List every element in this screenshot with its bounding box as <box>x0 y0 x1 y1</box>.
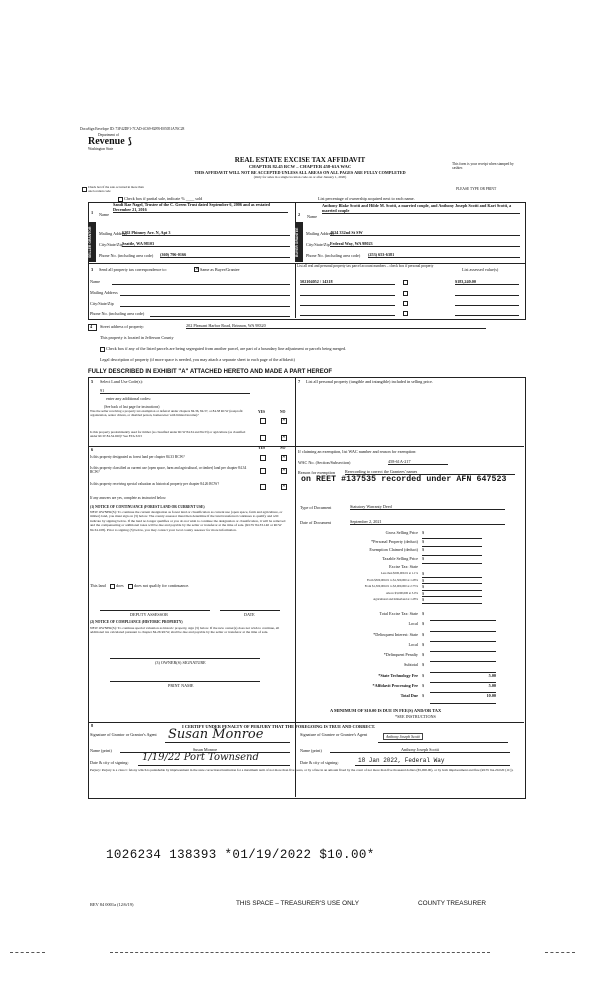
corr-name-label: Name <box>90 279 100 284</box>
no-header-1: NO <box>280 410 286 414</box>
tax-row <box>298 530 520 539</box>
bracket-label: Agricultural and timberland at 1.28% <box>373 597 418 601</box>
multi-location-note: Check box if the sale occurred in more than one location code <box>88 185 144 193</box>
total-amount[interactable]: 10.00 <box>430 693 496 703</box>
total-currency: $ <box>422 631 425 637</box>
seller-side-label: SELLER GRANTOR <box>88 222 96 262</box>
additional-codes-label: enter any additional codes: <box>106 396 151 401</box>
total-currency: $ <box>422 641 425 647</box>
logo-line2: Revenue ⟆ <box>88 136 132 148</box>
land-use-code[interactable]: 91 <box>100 388 250 394</box>
yes-header-2: YES <box>258 446 265 450</box>
certify-statement: I CERTIFY UNDER PENALTY OF PERJURY THAT THE FOREGOING IS TRUE AND CORRECT. <box>182 724 376 729</box>
does-label: does <box>116 583 124 588</box>
same-as-buyer-label: Same as Buyer/Grantee <box>200 267 240 272</box>
bracket-label: Less than $500,000.01 at 1.1% <box>380 571 418 575</box>
total-currency: $ <box>422 693 425 699</box>
total-row <box>298 632 520 642</box>
form-use-note: (Only for sales in a single location code on or after January 1, 2020) <box>253 175 347 179</box>
historic-question: Is this property receiving special valuation as historical property per chapter 84.26 RCW? <box>90 482 220 486</box>
total-amount[interactable] <box>430 642 496 652</box>
does-qualify-checkbox[interactable] <box>110 584 115 589</box>
bracket-row <box>298 597 520 604</box>
doc-type-value[interactable]: Statutory Warranty Deed <box>350 504 505 510</box>
buyer-city-state-zip[interactable]: Federal Way, WA 98023 <box>330 241 520 247</box>
total-currency: $ <box>422 611 425 616</box>
does-not-qualify-checkbox[interactable] <box>128 584 133 589</box>
dor-logo <box>88 133 132 151</box>
bracket-value[interactable]: $ <box>422 571 482 578</box>
total-row <box>298 673 520 683</box>
exhibit-line: FULLY DESCRIBED IN EXHIBIT "A" ATTACHED HERETO AND MADE A PART HEREOF <box>88 369 333 375</box>
section-1-number: 1 <box>91 210 94 215</box>
bracket-value[interactable]: $ <box>422 597 482 604</box>
total-amount[interactable]: 5.00 <box>430 673 496 683</box>
forest-yes-checkbox[interactable] <box>260 455 266 461</box>
personal-property-checkbox-4[interactable] <box>403 311 408 316</box>
total-row <box>298 693 520 703</box>
current-use-no-checkbox[interactable] <box>281 468 287 474</box>
total-amount[interactable] <box>430 662 496 672</box>
personal-property-checkbox-3[interactable] <box>403 301 408 306</box>
forest-no-checkbox[interactable] <box>281 455 287 461</box>
tax-row-value[interactable]: $ <box>422 539 482 548</box>
logo-line1: Department of <box>98 133 119 137</box>
current-use-question: Is this property classified as current use (open space, farm and agricultural, or timber) land per chapter 84.34 RCW? <box>90 466 247 475</box>
notice-2-title: (2) NOTICE OF COMPLIANCE (HISTORIC PROPERTY) <box>90 620 183 624</box>
corr-city-label: City/State/Zip <box>90 301 114 306</box>
see-instructions: *SEE INSTRUCTIONS <box>395 714 436 719</box>
seller-name-label: Name <box>99 212 109 217</box>
tax-row-value[interactable]: $ <box>422 556 482 565</box>
list-percentage: List percentage of ownership acquired next to each name. <box>318 196 415 201</box>
notice-1-body: NEW OWNER(S): To continue the current designation as forest land or classification as current use (open space, farm and agriculture, or timber) land, you must sign on (3) below. The county assessor must then determine if the land transferred continues to qualify and will indicate by signing below. If the land no longer qualifies or you do not wish to continue the designation or classification, it will be removed and the compensating or additional taxes will be due and payable by the seller or transferor at the time of sale. (RCW 84.33.140 or RCW 84.34.108). Prior to signing (3) below, you may contact your local county assessor for more information. <box>90 510 286 532</box>
grantee-signature-label: Signature of Grantee or Grantee's Agent <box>300 732 368 737</box>
boundary-note: Check box if any of the listed parcels are being segregated from another parcel, are part of a boundary line adjustment or parcels being merged. <box>106 346 347 351</box>
tax-row-value[interactable]: $ <box>422 547 482 556</box>
total-label: Local <box>408 641 418 647</box>
buyer-mailing-address[interactable]: 4624 332nd St SW <box>330 230 520 236</box>
form-subtitle: CHAPTER 82.45 RCW – CHAPTER 458-61A WAC <box>248 164 352 169</box>
tax-rows <box>298 530 520 604</box>
bracket-label: Above $3,000,000 at 3.0% <box>385 590 418 595</box>
corr-phone-label: Phone No. (including area code) <box>90 311 145 316</box>
tax-row-label: Gross Selling Price <box>385 530 418 535</box>
tax-row-label: Excise Tax: State <box>389 564 418 569</box>
buyer-phone[interactable]: (253) 653-6381 <box>368 252 520 258</box>
total-row <box>298 662 520 672</box>
total-currency: $ <box>422 652 425 658</box>
notice-2-body: NEW OWNER(S): To continue special valuation as historic property, sign (3) below. If the new owner(s) does not wish to continue, all additional tax calculated pursuant to chapter 84.26 RCW, shall be due and payable by the seller or transferor at the time of sale. <box>90 626 280 635</box>
tax-row <box>298 539 520 548</box>
perjury-notice: Perjury: Perjury is a class C felony which is punishable by imprisonment in the state correctional institution for a maximum term of not more than five years, or by a fine in an amount fixed by the court of not more than five thousand dollars ($5,000.00), or by both imprisonment and fine (RCW 9A.20.020 (1C)). <box>90 768 514 772</box>
deputy-date-label: DATE <box>244 612 255 617</box>
section-8-number: 8 <box>91 723 94 728</box>
tax-row-label: Exemption Claimed (deduct) <box>369 547 418 552</box>
grantor-signature[interactable]: Susan Monroe <box>168 727 264 742</box>
assessed-value[interactable]: $183,240.00 <box>455 279 519 285</box>
stamp-note: This form is your receipt when stamped by cashier. <box>452 162 514 171</box>
doc-date-value[interactable]: September 2, 2021 <box>350 519 505 525</box>
buyer-name[interactable]: Anthony Blake Scotti and Hilde M. Scotti, a married couple, and Anthony Joseph Scotti and Kari Scotti, a married couple <box>322 203 520 214</box>
exemption-yes-checkbox[interactable] <box>260 418 266 424</box>
form-title: REAL ESTATE EXCISE TAX AFFIDAVIT <box>234 156 366 164</box>
grantee-signature[interactable]: Anthony Joseph Scotti <box>383 733 423 740</box>
form-warning: THIS AFFIDAVIT WILL NOT BE ACCEPTED UNLESS ALL AREAS ON ALL PAGES ARE FULLY COMPLETED <box>194 170 406 175</box>
does-not-label: does not qualify for continuance. <box>134 583 190 588</box>
bracket-value[interactable]: $ <box>422 578 482 585</box>
seller-phone-label: Phone No. (including area code) <box>99 253 154 258</box>
located-in: This property is located in Jefferson County <box>100 335 174 340</box>
total-amount[interactable] <box>430 632 496 642</box>
doc-type-label: Type of Document <box>300 505 332 510</box>
treasurer-receipt-stamp: 1026234 138393 *01/19/2022 $10.00* <box>106 848 375 862</box>
total-label: *Delinquent Penalty <box>383 652 418 658</box>
yes-header-1: YES <box>258 410 265 414</box>
total-currency: $ <box>422 672 425 678</box>
bracket-value[interactable]: $ <box>422 591 482 598</box>
doc-date-label: Date of Document <box>300 520 331 525</box>
section-6-number: 6 <box>91 447 94 452</box>
timber-yes-checkbox[interactable] <box>260 435 266 441</box>
grantor-print-name[interactable]: Susan Monroe <box>120 747 290 753</box>
total-currency: $ <box>422 662 425 668</box>
total-amount[interactable] <box>430 652 496 662</box>
tax-row-value <box>422 564 482 571</box>
owner-signature-label: (3) OWNER(S) SIGNATURE <box>155 660 206 665</box>
assessed-header: List assessed value(s) <box>462 267 499 272</box>
no-header-2: NO <box>280 446 286 450</box>
grantee-date-city[interactable]: 18 Jan 2022, Federal Way <box>358 757 445 764</box>
section-7-number: 7 <box>298 379 301 384</box>
personal-property-label: List all personal property (tangible and intangible) included in selling price. <box>306 379 433 384</box>
bracket-value[interactable]: $ <box>422 584 482 591</box>
buyer-side-label: BUYER GRANTEE <box>295 222 303 262</box>
property-address[interactable]: 202 Pleasant Harbor Road, Brinnon, WA 98320 <box>186 323 486 329</box>
this-land-label: This land <box>90 583 106 588</box>
seller-name[interactable]: Sandi Rae Nagel, Trustee of the C. Green Trust dated September 6, 2006 and as restated December 21, 2016 <box>113 202 288 213</box>
if-yes-note: If any answers are yes, complete as instructed below. <box>90 496 167 500</box>
exemption-question: Was the seller receiving a property tax exemption or deferral under chapters 84.36, 84.37, or 84.38 RCW (nonprofit organization, senior citizen, or disabled person, homeowner with limited income)? <box>90 409 243 417</box>
total-row <box>298 652 520 662</box>
timber-no-checkbox[interactable] <box>281 435 287 441</box>
logo-line3: Washington State <box>88 147 114 152</box>
total-label: *Affidavit Processing Fee <box>372 683 418 689</box>
section-2-number: 2 <box>298 212 301 217</box>
tax-row <box>298 547 520 556</box>
tax-row-label: *Personal Property (deduct) <box>371 538 418 544</box>
bracket-label: From $1,500,000.01 to $3,000,000 at 2.75% <box>364 584 418 588</box>
total-amount[interactable] <box>430 621 496 631</box>
notice-1-title: (1) NOTICE OF CONTINUANCE (FOREST LAND OR CURRENT USE) <box>90 505 205 509</box>
total-label: Total Excise Tax: State <box>379 611 418 616</box>
total-rows <box>298 611 520 704</box>
tax-row-value[interactable]: $ <box>422 530 482 539</box>
reason-label: Reason for exemption <box>298 470 335 475</box>
tax-row <box>298 556 520 565</box>
buyer-city-label: City/State/Zip <box>306 242 330 247</box>
wac-label: WAC No. (Section/Subsection) <box>298 460 351 465</box>
grantee-print-label: Name (print) <box>300 748 322 753</box>
treasurer-space-label: THIS SPACE – TREASURER'S USE ONLY <box>236 900 360 907</box>
county-treasurer-label: COUNTY TREASURER <box>418 900 486 907</box>
total-amount[interactable] <box>430 611 496 621</box>
reet-stamp-text: on REET #137535 recorded under AFN 647523 <box>301 475 507 484</box>
current-use-yes-checkbox[interactable] <box>260 468 266 474</box>
personal-property-checkbox-2[interactable] <box>403 291 408 296</box>
legal-description-label: Legal description of property (if more space is needed, you may attach a separate sheet to each page of the affidavit) <box>100 357 295 362</box>
total-label: *State Technology Fee <box>378 672 418 678</box>
wac-number[interactable]: 458-61A-217 <box>388 459 448 465</box>
total-row <box>298 642 520 652</box>
partial-sale-label: Check box if partial sale, indicate % ____ sold <box>124 196 203 201</box>
timber-question: Is this property predominantly used for timber (as classified under RCW 84.34 and 84.33) or agriculture (as classified under RCW 84.34.020)? See ETA 3215 <box>90 430 246 438</box>
corr-mailing-label: Mailing Address <box>90 290 118 295</box>
grantor-signature-label: Signature of Grantor or Grantor's Agent <box>90 732 157 737</box>
deputy-assessor-label: DEPUTY ASSESSOR <box>130 612 168 617</box>
grantor-date-label: Date & city of signing: <box>90 760 129 765</box>
see-back-note: (See back of last page for instructions) <box>104 405 160 409</box>
seller-phone[interactable]: (360) 796-0166 <box>160 252 290 258</box>
total-row <box>298 621 520 631</box>
print-name-label: PRINT NAME <box>168 683 194 688</box>
personal-property-checkbox-1[interactable] <box>403 280 408 285</box>
buyer-name-label: Name <box>307 214 317 219</box>
section-4-number: 4 <box>90 324 93 329</box>
historic-no-checkbox[interactable] <box>281 484 287 490</box>
section-3-number: 3 <box>91 267 94 272</box>
grantor-date-city[interactable]: 1/19/22 Port Townsend <box>142 752 259 763</box>
exemption-no-checkbox[interactable] <box>281 418 287 424</box>
grantee-print-name[interactable]: Anthony Joseph Scotti <box>330 747 510 753</box>
grantor-print-label: Name (print) <box>90 748 112 753</box>
bracket-label: From $500,000.01 to $1,500,000 at 1.28% <box>367 577 418 582</box>
form-title-block <box>150 156 450 179</box>
total-label: Total Due <box>400 693 418 699</box>
total-label: *Delinquent Interest: State <box>373 631 418 637</box>
tax-row-label: Taxable Selling Price <box>382 555 418 561</box>
seller-mailing-address[interactable]: 6202 Phinney Ave. N, Apt 3 <box>122 230 290 236</box>
multi-location-checkbox[interactable] <box>82 187 87 192</box>
parcel-number[interactable]: 502104052 / 14318 <box>300 279 395 285</box>
seller-city-state-zip[interactable]: Seattle, WA 98103 <box>122 241 290 247</box>
send-tax-label: Send all property tax correspondence to: <box>99 267 167 272</box>
boundary-checkbox[interactable] <box>100 347 105 352</box>
tax-row <box>298 564 520 571</box>
land-use-label: Select Land Use Code(s): <box>100 379 143 384</box>
total-row <box>298 683 520 693</box>
parcel-header: List all real and personal property tax parcel account numbers – check box if personal property <box>297 264 434 268</box>
buyer-mailing-label: Mailing Address <box>306 231 334 236</box>
seller-mailing-label: Mailing Address <box>99 231 127 236</box>
total-label: Local <box>408 621 418 627</box>
reason-value[interactable]: Rerecording to correct the Grantees' names <box>345 469 515 475</box>
total-currency: $ <box>422 683 425 689</box>
forest-question: Is this property designated as forest land per chapter 84.33 RCW? <box>90 455 185 459</box>
total-row <box>298 611 520 621</box>
claim-exemption-label: If claiming an exemption, list WAC number and reason for exemption: <box>298 449 417 454</box>
logo-swoosh-icon: ⟆ <box>124 137 132 148</box>
total-amount[interactable]: 5.00 <box>430 683 496 693</box>
minimum-due-note: A MINIMUM OF $10.00 IS DUE IN FEE(S) AND/OR TAX <box>330 708 442 713</box>
same-as-buyer-checkbox[interactable] <box>194 267 199 272</box>
docusign-id: DocuSign Envelope ID: 73F42DF1-7CAD-4C69-82FB-E05051A76C28 <box>80 127 185 131</box>
buyer-phone-label: Phone No. (including area code) <box>306 253 361 258</box>
section-5-number: 5 <box>91 379 94 384</box>
seller-city-label: City/State/Zip <box>99 242 123 247</box>
form-revision: REV 84 0001a (12/6/19) <box>90 902 134 907</box>
total-label: Subtotal <box>404 662 418 668</box>
grantee-date-label: Date & city of signing: <box>300 760 339 765</box>
historic-yes-checkbox[interactable] <box>260 484 266 490</box>
total-currency: $ <box>422 621 425 627</box>
type-or-print: PLEASE TYPE OR PRINT <box>456 187 497 191</box>
street-address-label: Street address of property: <box>100 324 145 329</box>
